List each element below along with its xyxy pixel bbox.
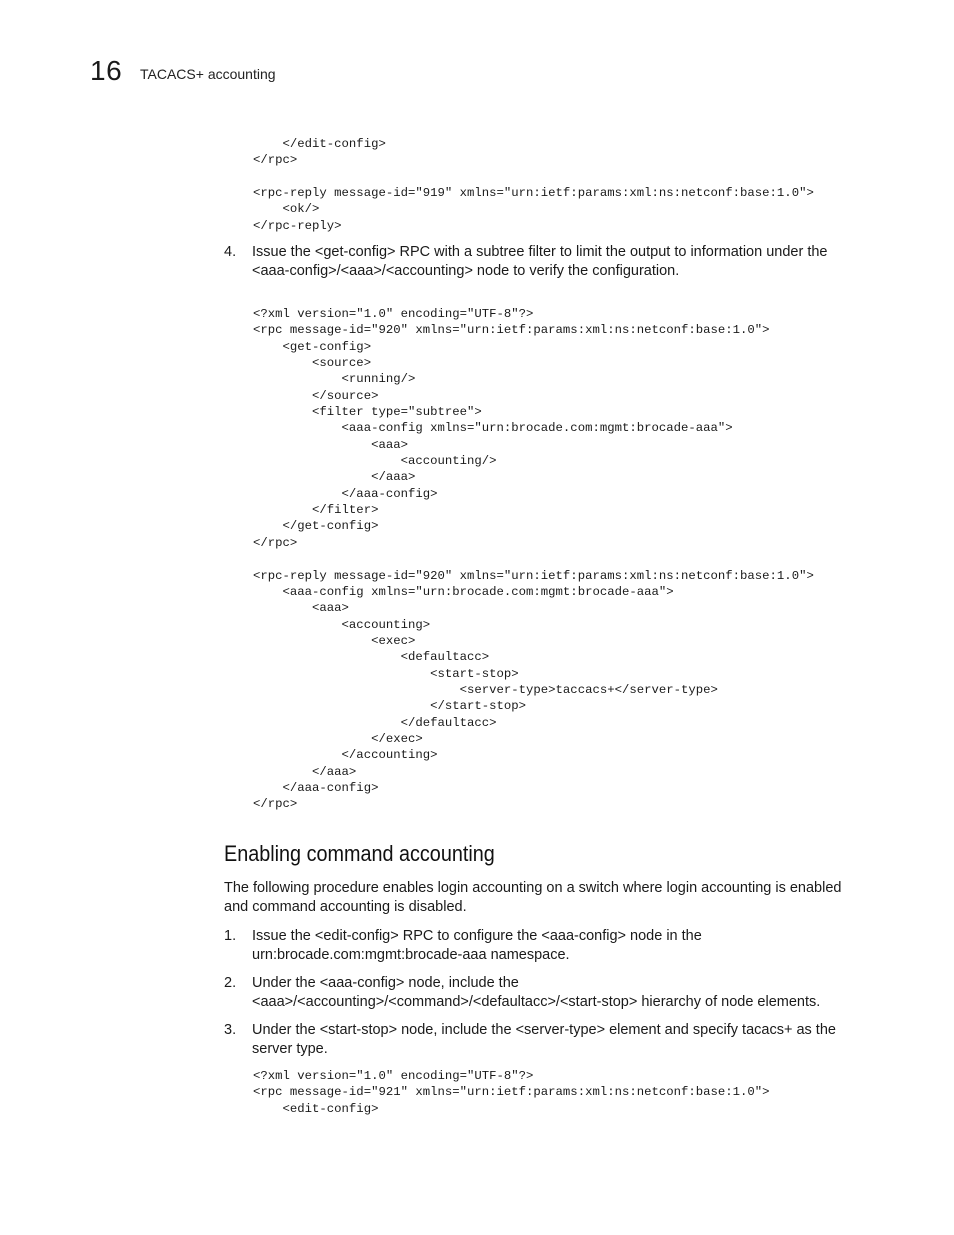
step-text: Issue the <get-config> RPC with a subtree filter to limit the output to information under the <aaa-config>/<aaa>/<accounting> node to verify the configuration. xyxy=(252,244,828,279)
step-text: Under the <start-stop> node, include the <server-type> element and specify tacacs+ as the server type. xyxy=(252,1022,836,1057)
step-text: Issue the <edit-config> RPC to configure the <aaa-config> node in the urn:brocade.com:mgmt:brocade-aaa namespace. xyxy=(252,928,702,963)
code-block-rpc-reply-919: </edit-config> </rpc> <rpc-reply message-id="919" xmlns="urn:ietf:params:xml:ns:netconf:base:1.0"> <ok/> </rpc-reply> xyxy=(253,137,814,233)
step-number: 1. xyxy=(224,928,237,944)
section-heading: Enabling command accounting xyxy=(224,841,495,866)
code-block-get-config-920: <?xml version="1.0" encoding="UTF-8"?> <rpc message-id="920" xmlns="urn:ietf:params:xml:ns:netconf:base:1.0"> <get-config> <source> <running/> </source> <filter type="subtree"> <aaa-config xmlns="urn:brocade.com:mgmt:brocade-aaa"> <aaa> <accounting/> </aaa> </aaa-config> </filter> </get-config> </rpc> <rpc-reply message-id="920" xmlns="urn:ietf:params:xml:ns:netconf:base:1.0"> <aaa-config xmlns="urn:brocade.com:mgmt:brocade-aaa"> <aaa> <accounting> <exec> <defaultacc> <start-stop> <server-type>taccacs+</server-type> </start-stop> </defaultacc> </exec> </accounting> </aaa> </aaa-config> </rpc> xyxy=(253,307,814,812)
section-intro: The following procedure enables login accounting on a switch where login accounting is enabled and command accounting is disabled. xyxy=(224,880,842,915)
code-block-edit-config-921: <?xml version="1.0" encoding="UTF-8"?> <rpc message-id="921" xmlns="urn:ietf:params:xml:ns:netconf:base:1.0"> <edit-config> xyxy=(253,1069,770,1116)
step-text: Under the <aaa-config> node, include the <aaa>/<accounting>/<command>/<defaultacc>/<start-stop> hierarchy of node elements. xyxy=(252,975,821,1010)
chapter-title: TACACS+ accounting xyxy=(140,66,276,82)
step-number: 3. xyxy=(224,1022,237,1038)
step-number: 4. xyxy=(224,244,237,260)
step-number: 2. xyxy=(224,975,237,991)
chapter-number: 16 xyxy=(90,55,123,86)
